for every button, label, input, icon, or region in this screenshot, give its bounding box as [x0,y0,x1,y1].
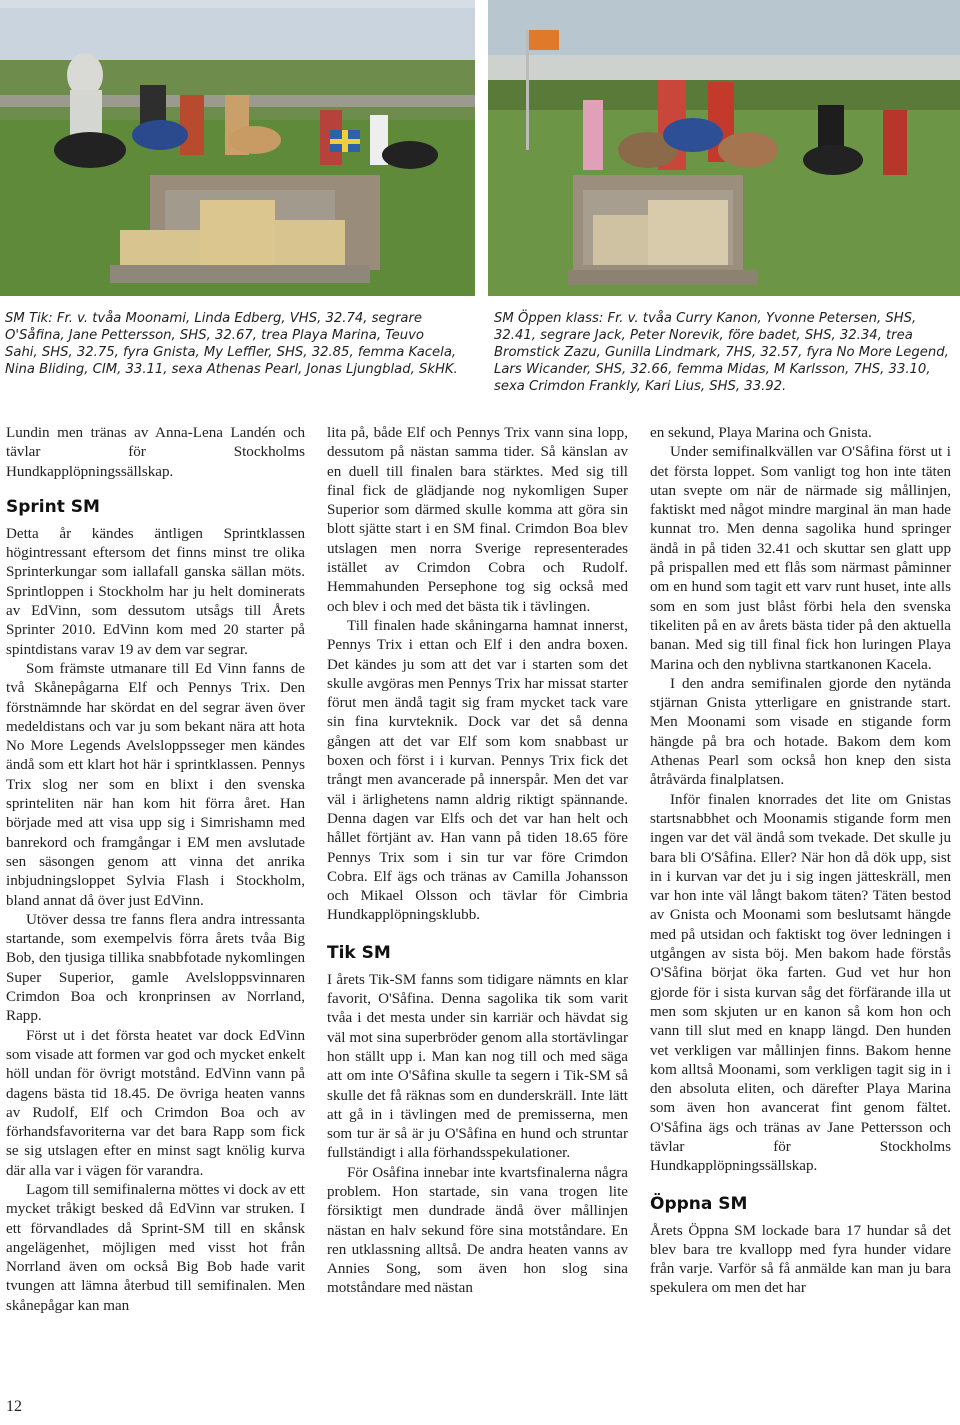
column-3 [650,424,951,1299]
paragraph: en sekund, Playa Marina och Gnista. [650,425,872,441]
paragraph: Till finalen hade skåningarna hamnat innerst, Pennys Trix i ettan och Elf i den andra boxen. Det kändes ju som att det var i starten som det skulle avgöras men Pennys Trix har missat starter förut men ändå tagit sig fram mycket tack vare sin fina kurvteknik. Dock var det så denna gången att det var Elf som kom snabbast ur boxen och först i i kurvan. Pennys Trix fick det trångt men avancerade på innerspår. Men det var väl i ärlighetens namn aldrig riktigt spännande. Denna dagen var Elfs och det var han helt och hållet förtjänt av. Han vann på tiden 18.65 före Pennys Trix som i sin tur var före Crimdon Cobra. Elf ägs och tränas av Camilla Johansson och Mikael Olsson och tävlar för Cimbria Hundkapplöpningsklubb. [327,617,628,924]
paragraph: Utöver dessa tre fanns flera andra intressanta startande, som exempelvis förra årets tvåa Big Bob, den tjusiga tillika snabbfotade nykomlingen Super Superior, gamle Avelsloppsvinnaren Crimdon Boa och kronprinsen av Norrland, Rapp. [6,911,305,1025]
column-1 [6,424,305,1316]
heading-tik-sm: Tik SM [327,942,391,963]
paragraph: Lagom till semifinalerna möttes vi dock av ett mycket tråkigt besked då EdVinn var struken. I ett förvandlades då Sprint-SM till en skånsk angelägenhet, möjligen med visst hot från Norrland även om också Big Bob hade varit tvungen att lämna återbud till semifinalen. Men skånepågar kan man [6,1181,305,1314]
paragraph: I årets Tik-SM fanns som tidigare nämnts en klar favorit, O'Såfina. Denna sagolika tik som varit tvåa i det mesta under sin karriär och hävdat sig väl mot sina superbröder genom alla stortävlingar hon ställt upp i. Man kan nog till och med säga att om inte O'Såfina skulle ta segern i Tik-SM så skulle det få räknas som en dunderskräll. Inte lätt att gå in i tävlingen med de premisserna, men som tur är så är ju O'Såfina en hund och struntar fullständigt i alla förhandsspekulationer. [327,971,628,1162]
paragraph: Som främste utmanare till Ed Vinn fanns de två Skånepågarna Elf och Pennys Trix. Den förstnämnde har skördat en del segrar även över medeldistans och var ju som bekant nära att hota No More Legends Avelsloppsseger men kändes ändå som ett klart hot här i sprintklassen. Pennys Trix slog ner som en blixt i den svenska sprinteliten när han kom hit förra året. Han började med att visa upp sig i Simrishamn med banrekord och framgångar i EM men avslutade sen säsongen genom att vinna det anrika inbjudningsloppet Sylvia Flash i Stockholm, bland annat då över just EdVinn. [6,660,305,909]
heading-sprint-sm: Sprint SM [6,496,100,517]
paragraph: Först ut i det första heatet var dock EdVinn som visade att formen var god och mycket enkelt höll undan för övrigt motstånd. EdVinn vann på dagens bästa tid 18.45. De övriga heaten vanns av Rudolf, Elf och Crimdon Boa och av förhandsfavoriterna var det bara Rapp som fick se sig utslagen efter en minst sagt knölig kurva där alla var i vägen för varandra. [6,1027,305,1179]
page-number: 12 [6,1398,22,1415]
photo-sm-oppen-klass [488,0,960,296]
paragraph: Lundin men tränas av Anna-Lena Landén och tävlar för Stockholms Hundkapplöpningssällskap. [6,425,305,480]
photo-sm-tik [0,0,475,296]
paragraph: För Osåfina innebar inte kvartsfinalerna några problem. Hon startade, sin vana trogen lite försiktigt men dundrade ändå över mållinjen nästan en halv sekund före sina motståndare. En ren utklassning alltså. De andra heaten vanns av Annies Song, som även hon slog sina motståndare med nästan [327,1164,628,1297]
paragraph: Inför finalen knorrades det lite om Gnistas startsnabbhet och Moonamis stigande form men ingen var det väl ändå som tvekade. Det skulle ju bara bli O'Såfina. Eller? När hon då dök upp, sist in i kurvan var det ju i sig ingen jätteskräll, men var hon inte väl långt bakom täten? Täten bestod av Gnista och Moonami som beslutsamt hängde med på utsidan och faktiskt tog över ledningen i utgången av sista böj. Men bakom hade förstås O'Såfina börjat öka farten. Gud vet hur hon gjorde för i sista kurvan såg det förfärande illa ut men som skjuten ur en kanon så kom hon och vann till slut med en knapp längd. Den hunden vet verkligen var mållinjen finns. Bakom henne kom alltså Moonami, som verkligen tagit sig in i den absoluta eliten, och därefter Playa Marina som även hon avancerat fint genom fältet. O'Såfina ägs och tränas av Jane Pettersson och tävlar för Stockholms Hundkapplöpningssällskap. [650,791,951,1175]
paragraph: Detta år kändes äntligen Sprintklassen högintressant eftersom det finns minst tre olika Sprinterkungar som iallafall ganska sällan möts. Sprintloppen i Stockholm har ju helt dominerats av EdVinn, som dessutom utsågs till Årets Sprinter 2010. EdVinn kom med 20 starter på spintdistans varav 19 av dem var segrar. [6,525,305,658]
paragraph: Årets Öppna SM lockade bara 17 hundar så det blev bara tre kvallopp med fyra hunder vidare från varje. Varför så få anmälde kan man ju bara spekulera om men det har [650,1222,951,1297]
heading-oppna-sm: Öppna SM [650,1193,748,1214]
caption-right: SM Öppen klass: Fr. v. tvåa Curry Kanon, Yvonne Petersen, SHS, 32.41, segrare Jack, Peter Norevik, före badet, SHS, 32.34, trea Bromstick Zazu, Gunilla Lindmark, 7HS, 32.57, fyra No More Legend, Lars Wicander, SHS, 32.66, femma Midas, M Karlsson, 7HS, 33.10, sexa Crimdon Frankly, Kari Lius, SHS, 33.92. [494,311,949,394]
paragraph: Under semifinalkvällen var O'Såfina först ut i det första loppet. Som vanligt tog hon inte täten utan svepte om när de närmade sig mållinjen, faktiskt med något mindre marginal än man hade kunnat tro. Men denna sagolika hund springer ändå in på tiden 32.41 och skuttar sen glatt upp på prispallen med ett flås som närmast påminner om en hund som tagit ett varv runt huset, inte alls som en som just blåst förbi hela den svenska tikeliten på en av årets bästa tider på den aktuella banan. Med sig till final fick hon luringen Playa Marina och den nyblivna startkanonen Kacela. [650,444,951,673]
column-2 [327,424,628,1299]
paragraph: I den andra semifinalen gjorde den nytända stjärnan Gnista ytterligare en gnistrande start. Men Moonami som visade en stigande form hängde på bra och hotade. Bakom dem kom Athenas Pearl som också hon knep den sista åtråvärda finalplatsen. [650,675,951,789]
paragraph: lita på, både Elf och Pennys Trix vann sina lopp, dessutom på nästan samma tider. Så känslan av en duell till finalen bara stärktes. Med sig till final fick de glädjande nog nykomligen Super Superior som därmed skulle komma att göra sin blott sjätte start i en SM final. Crimdon Boa blev utslagen men norra Sverige representerades istället av Crimdon Cobra och Rudolf. Hemmahunden Persephone tog sig också med och blev i och med det bästa tik i tävlingen. [327,425,628,615]
caption-left: SM Tik: Fr. v. tvåa Moonami, Linda Edberg, VHS, 32.74, segrare O'Såfina, Jane Pettersson, SHS, 32.67, trea Playa Marina, Teuvo Sahi, SHS, 32.75, fyra Gnista, My Leffler, SHS, 32.85, femma Kacela, Nina Bliding, CIM, 33.11, sexa Athenas Pearl, Jonas Ljungblad, SkHK. [5,311,458,377]
